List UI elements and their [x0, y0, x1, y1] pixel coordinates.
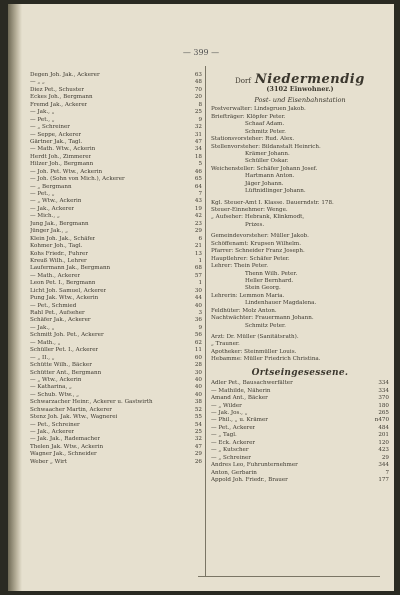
entry-number: 8 — [198, 101, 202, 108]
entry-name: Schmitt Joh. Pet., Ackerer — [30, 332, 104, 339]
entry-name: Stenz Joh. Jak. Wtw., Wagnerei — [30, 414, 118, 421]
entry-name: Arzt: Dr. Müller (Sanitätsrath). — [211, 334, 299, 341]
list-item — [30, 258, 202, 265]
tax-office-list — [211, 200, 389, 230]
entry-number: 36 — [194, 317, 202, 324]
list-item — [211, 395, 389, 402]
entry-name: Gemeindevorsteher: Müller Jakob. — [211, 233, 309, 240]
entry-name: — Joh. Pet. Wtw., Ackerin — [30, 168, 103, 175]
entry-number: 11 — [194, 347, 202, 354]
entry-number: 13 — [194, 250, 202, 257]
entry-name: Lüftnidlinger Johann. — [245, 188, 306, 195]
list-item — [30, 347, 202, 354]
town-name: Niedermendig — [254, 72, 365, 87]
entry-name: — Math., „ — [30, 339, 61, 346]
list-item — [30, 429, 202, 436]
entry-number: 40 — [194, 391, 202, 398]
list-item — [211, 334, 389, 341]
list-item — [30, 317, 202, 324]
list-item — [211, 173, 389, 180]
entry-number: 484 — [378, 424, 389, 431]
entry-name: Stationsvorsteher: Rud. Alex. — [211, 136, 295, 143]
entry-number: 120 — [378, 439, 389, 446]
list-item — [211, 323, 389, 330]
list-item — [30, 184, 202, 191]
community-list — [211, 233, 389, 330]
entry-name: — Pet., „ — [30, 116, 55, 123]
entry-name: — Math. Wtw., Ackerin — [30, 146, 96, 153]
page-number: — 399 — — [182, 48, 220, 57]
entry-name: Laufermann Jak., Bergmann — [30, 265, 111, 272]
list-item — [30, 310, 202, 317]
list-item — [30, 213, 202, 220]
entry-name: Schaaf Adam. — [245, 121, 285, 128]
entry-number: 34 — [194, 146, 202, 153]
list-item — [211, 477, 389, 484]
list-item — [211, 158, 389, 165]
column-divider — [205, 66, 206, 576]
entry-name: — „ Wtw., Ackerin — [30, 376, 82, 383]
residents-list — [211, 380, 389, 484]
entry-number: 423 — [378, 447, 389, 454]
list-item — [30, 288, 202, 295]
entry-name: Lehrer: Thein Peter. — [211, 263, 268, 270]
list-item — [211, 114, 389, 121]
entry-name: Gärtner Jak., Tagl. — [30, 138, 83, 145]
entry-number: 9 — [198, 116, 202, 123]
list-item — [211, 380, 389, 387]
list-item — [30, 451, 202, 458]
entry-name: Thenn Wilh. Peter. — [245, 270, 298, 277]
list-item — [211, 256, 389, 263]
list-item — [30, 459, 202, 466]
list-item — [211, 462, 389, 469]
list-item — [30, 198, 202, 205]
list-item — [30, 436, 202, 443]
list-item — [211, 207, 389, 214]
list-item — [211, 341, 389, 348]
entry-name: — „ Kutscher — [211, 447, 249, 454]
entry-name: Heller Bernhard. — [245, 277, 294, 284]
entry-name: Pung Jak. Wtw., Ackerin — [30, 295, 99, 302]
entry-number: 65 — [194, 176, 202, 183]
entry-number: 5 — [198, 161, 202, 168]
list-item — [30, 221, 202, 228]
entry-name: — Jak. Jak., Rademacher — [30, 436, 101, 443]
list-item — [211, 440, 389, 447]
entry-name: Schmitz Peter. — [245, 128, 286, 135]
list-item — [211, 144, 389, 151]
entry-name: — „ Schreiner — [30, 124, 70, 131]
list-item — [211, 315, 389, 322]
left-column — [30, 72, 202, 466]
entry-name: — „ Bergmann — [30, 183, 72, 190]
list-item — [30, 94, 202, 101]
entry-number: 32 — [194, 436, 202, 443]
entry-name: Weichensteller: Schäfer Johann Josef. — [211, 165, 318, 172]
list-item — [211, 106, 389, 113]
entry-name: Schütte Wilh., Bäcker — [30, 362, 92, 369]
list-item — [30, 399, 202, 406]
medical-list — [211, 334, 389, 364]
list-item — [211, 349, 389, 356]
entry-name: Pfarrer: Schneider Franz Joseph. — [211, 248, 305, 255]
entry-name: Schäfer Jak., Ackerer — [30, 317, 91, 324]
entry-name: Kohs Friedr., Fuhrer — [30, 250, 89, 257]
entry-name: — „ Schreiner — [211, 454, 251, 461]
entry-name: — Pet., Ackerer — [211, 424, 256, 431]
entry-number: 201 — [378, 432, 389, 439]
entry-name: Adler Pet., Bausachwerfälter — [211, 380, 293, 387]
entry-name: Jünger Jak., „ — [30, 228, 68, 235]
entry-number: 26 — [194, 458, 202, 465]
entry-name: „ Aufseher: Hebrank, Klinkmodt, — [211, 214, 305, 221]
entry-name: Andres Leo, Fuhrunternehmer — [211, 462, 298, 469]
list-item — [211, 248, 389, 255]
entry-name: — Eck. Ackerer — [211, 439, 256, 446]
entry-name: Leon Pet. I., Bergmann — [30, 280, 96, 287]
residents-title: Ortseingesessene. — [251, 367, 349, 378]
list-item — [30, 377, 202, 384]
list-item — [30, 169, 202, 176]
entry-name: Herdt Joh., Zimmerer — [30, 153, 92, 160]
entry-name: — Schub. Wtw., „ — [30, 391, 80, 398]
entry-number: 56 — [194, 332, 202, 339]
entry-name: Kgl. Steuer-Amt I. Klasse. Dauerndstr. 178. — [211, 199, 334, 206]
list-item — [30, 251, 202, 258]
town-prefix: Dorf — [235, 77, 251, 85]
list-item — [211, 151, 389, 158]
entry-number: 31 — [194, 131, 202, 138]
list-item — [211, 300, 389, 307]
list-item — [211, 241, 389, 248]
entry-number: 43 — [194, 198, 202, 205]
entry-name: Hauptlehrer: Schäfer Peter. — [211, 255, 290, 262]
list-item — [211, 188, 389, 195]
entry-name: Kreuß Wilh., Lehrer — [30, 257, 87, 264]
entry-number: 54 — [194, 421, 202, 428]
list-item — [30, 243, 202, 250]
list-item — [30, 280, 202, 287]
entry-name: Schüller Pet. I., Ackerer — [30, 347, 99, 354]
entry-number: 29 — [194, 451, 202, 458]
entry-name: Stein Georg. — [245, 285, 281, 292]
entry-name: Degen Joh. Jak., Ackerer — [30, 72, 100, 78]
list-item — [211, 121, 389, 128]
list-item — [30, 273, 202, 280]
entry-number: 1 — [198, 257, 202, 264]
entry-number: 180 — [378, 402, 389, 409]
list-item — [30, 154, 202, 161]
entry-number: 9 — [198, 324, 202, 331]
list-item — [211, 417, 389, 424]
list-item — [30, 139, 202, 146]
list-item — [211, 455, 389, 462]
entry-number: 177 — [378, 476, 389, 483]
list-item — [30, 176, 202, 183]
list-item — [211, 308, 389, 315]
entry-name: — Jak., Ackerer — [30, 429, 75, 435]
entry-name: — Katharina, „ — [30, 384, 72, 391]
list-item — [30, 355, 202, 362]
entry-number: 70 — [194, 86, 202, 93]
list-item — [30, 228, 202, 235]
entry-number: 1 — [198, 280, 202, 287]
entry-number: 42 — [194, 213, 202, 220]
list-item — [211, 403, 389, 410]
list-item — [211, 470, 389, 477]
office-title: Post- und Eisenbahnstation — [254, 95, 346, 104]
entry-name: — Pet., Schreiner — [30, 421, 80, 428]
entry-number: 40 — [194, 302, 202, 309]
entry-name: Steuer-Einnehmer: Wenge. — [211, 207, 288, 214]
list-item — [30, 370, 202, 377]
entry-number: 25 — [194, 429, 202, 435]
entry-name: — „ „ — [30, 79, 45, 86]
entry-name: „ Trauner. — [211, 341, 240, 348]
entry-name: Schöffenamt: Krupsen Wilhelm. — [211, 240, 301, 247]
entry-name: — Jak. Jos., „ — [211, 410, 248, 416]
entry-number: 40 — [194, 384, 202, 391]
entry-number: 68 — [194, 265, 202, 272]
entry-name: — Math., Ackerer — [30, 272, 81, 279]
entry-number: 370 — [378, 395, 389, 402]
population: (3102 Einwohner.) — [266, 85, 334, 94]
list-item — [211, 271, 389, 278]
entry-name: Schwarzacher Heinr., Ackerer u. Gastwirth — [30, 399, 153, 406]
list-item — [211, 356, 389, 363]
list-item — [30, 117, 202, 124]
entry-number: 55 — [194, 414, 202, 421]
list-item — [30, 102, 202, 109]
entry-name: Weber „ Wirt — [30, 458, 67, 465]
entry-number: 29 — [381, 454, 389, 461]
entry-number: 334 — [378, 380, 389, 387]
list-item — [211, 222, 389, 229]
list-item — [30, 236, 202, 243]
list-item — [30, 325, 202, 332]
entry-name: Postverwalter: Lindsgruen Jakob. — [211, 106, 306, 113]
list-item — [30, 79, 202, 86]
list-item — [211, 129, 389, 136]
entry-name: — Phil., „ u. Krämer — [211, 417, 268, 424]
entry-number: 52 — [194, 406, 202, 413]
entry-name: Stellenvorsteher: Bildanstalt Heinrich. — [211, 143, 321, 150]
entry-name: — Jak., Ackerer — [30, 205, 75, 212]
right-column — [211, 72, 389, 484]
list-item — [30, 444, 202, 451]
list-item — [211, 285, 389, 292]
list-item — [211, 136, 389, 143]
entry-name: Hebamme: Müller Friedrich Christina. — [211, 356, 321, 363]
entry-number: 7 — [385, 469, 389, 476]
entry-name: — „ Tagl. — [211, 432, 237, 439]
list-item — [211, 214, 389, 221]
list-item — [30, 303, 202, 310]
entry-number: 62 — [194, 339, 202, 346]
entry-name: Thelen Jak. Wtw., Ackerin — [30, 443, 104, 450]
list-item — [211, 447, 389, 454]
entry-number: 48 — [194, 79, 202, 86]
entry-number: 18 — [194, 153, 202, 160]
entry-name: — Mathilde, Näherin — [211, 387, 271, 394]
entry-name: — Seppe, Ackerer — [30, 131, 82, 138]
entry-number: 32 — [194, 124, 202, 131]
list-item — [211, 432, 389, 439]
entry-name: Eckes Joh., Bergmann — [30, 94, 93, 101]
list-item — [211, 200, 389, 207]
list-item — [30, 407, 202, 414]
entry-number: 334 — [378, 387, 389, 394]
list-item — [30, 332, 202, 339]
entry-name: — Jak., „ — [30, 324, 55, 331]
list-item — [211, 293, 389, 300]
list-item — [30, 206, 202, 213]
entry-name: Feldhüter: Molz Anton. — [211, 307, 277, 314]
book-spine — [8, 4, 22, 591]
list-item — [211, 233, 389, 240]
list-item — [30, 132, 202, 139]
list-item — [30, 340, 202, 347]
list-item — [30, 265, 202, 272]
entry-name: — Joh. (Sohn von Mich.), Ackerer — [30, 176, 125, 183]
entry-number: 47 — [194, 138, 202, 145]
entry-name: Wagner Jak., Schneider — [30, 451, 97, 458]
list-item — [30, 87, 202, 94]
entry-number: 19 — [194, 205, 202, 212]
entry-name: Fremd Jak., Ackerer — [30, 101, 88, 108]
entry-name: Apotheker: Steinmüller Louis. — [211, 348, 297, 355]
entry-name: — „ Wtw., Ackerin — [30, 198, 82, 205]
list-item — [30, 161, 202, 168]
list-item — [30, 384, 202, 391]
entry-number: 265 — [378, 410, 389, 416]
entry-number: 46 — [194, 168, 202, 175]
entry-number: 25 — [194, 109, 202, 116]
list-item — [211, 278, 389, 285]
list-item — [211, 181, 389, 188]
entry-name: Prizes. — [245, 221, 265, 228]
entry-number: 63 — [194, 72, 202, 78]
entry-name: Rahl Pet., Aufseher — [30, 310, 85, 316]
list-item — [30, 124, 202, 131]
list-item — [211, 263, 389, 270]
entry-number: 20 — [194, 94, 202, 101]
entry-name: Kohmer Joh., Tagl. — [30, 243, 83, 250]
entry-number: 7 — [198, 191, 202, 197]
list-item — [211, 166, 389, 173]
document-page — [8, 4, 394, 591]
entry-number: 47 — [194, 443, 202, 450]
list-item — [30, 422, 202, 429]
entry-number: n470 — [374, 417, 389, 424]
entry-number: 30 — [194, 369, 202, 376]
entry-name: Hilzer Joh., Bergmann — [30, 161, 94, 168]
entry-number: 30 — [194, 287, 202, 294]
list-item — [30, 191, 202, 198]
entry-number: 64 — [194, 183, 202, 190]
entry-number: 21 — [194, 243, 202, 250]
entry-name: — Pet., Schmied — [30, 302, 77, 309]
entry-number: 6 — [198, 235, 202, 242]
town-heading — [211, 72, 389, 87]
list-item — [211, 388, 389, 395]
entry-name: — Pet., „ — [30, 191, 55, 197]
entry-name: Krämer Johann. — [245, 150, 290, 157]
list-item — [30, 295, 202, 302]
entry-number: 38 — [194, 399, 202, 406]
entry-name: — „ II., „ — [30, 354, 55, 361]
list-item — [30, 414, 202, 421]
entry-name: Diez Pet., Schuster — [30, 86, 84, 93]
entry-name: — Mich., „ — [30, 213, 60, 220]
list-item — [211, 425, 389, 432]
entry-number: 40 — [194, 376, 202, 383]
entry-name: Briefträger: Klöpfer Peter. — [211, 113, 286, 120]
entry-name: Jung Jak., Bergmann — [30, 220, 89, 227]
list-item — [30, 109, 202, 116]
entry-name: — „ Wilder — [211, 402, 242, 409]
entry-number: 3 — [198, 310, 202, 316]
entry-number: 28 — [194, 362, 202, 369]
entry-name: Lehrerin: Lemmon Maria. — [211, 292, 285, 299]
entry-name: Nachtwächter: Frauermann Johann. — [211, 315, 314, 322]
list-item — [30, 72, 202, 79]
entry-name: Licht Joh. Samuel, Ackerer — [30, 287, 107, 294]
entry-name: Jäger Johann. — [245, 180, 284, 187]
officials-list — [211, 106, 389, 195]
entry-number: 57 — [194, 272, 202, 279]
entry-number: 23 — [194, 220, 202, 227]
entry-name: Amand Ant., Bäcker — [211, 395, 268, 402]
entry-number: 44 — [194, 295, 202, 302]
entry-name: Schwaacher Martin, Ackerer — [30, 406, 112, 413]
entry-name: Appold Joh. Friedr., Brauer — [211, 476, 288, 483]
entry-name: Lindenhauer Magdalena. — [245, 300, 317, 307]
entry-number: 60 — [194, 354, 202, 361]
entry-name: Anton, Gerbarin — [211, 469, 257, 476]
entry-name: — Jak., „ — [30, 109, 55, 116]
list-item — [30, 146, 202, 153]
entry-name: Schütter Ant., Bergmann — [30, 369, 102, 376]
entry-name: Schmitz Peter. — [245, 322, 286, 329]
entry-name: Hartmann Anton. — [245, 173, 295, 180]
bottom-rule — [198, 576, 380, 577]
list-item — [30, 362, 202, 369]
list-item — [211, 410, 389, 417]
entry-name: Klein Joh. Jak., Schäfer — [30, 235, 96, 242]
list-item — [30, 392, 202, 399]
entry-number: 344 — [378, 462, 389, 469]
entry-number: 29 — [194, 228, 202, 235]
entry-name: Schüller Oskar. — [245, 158, 289, 165]
